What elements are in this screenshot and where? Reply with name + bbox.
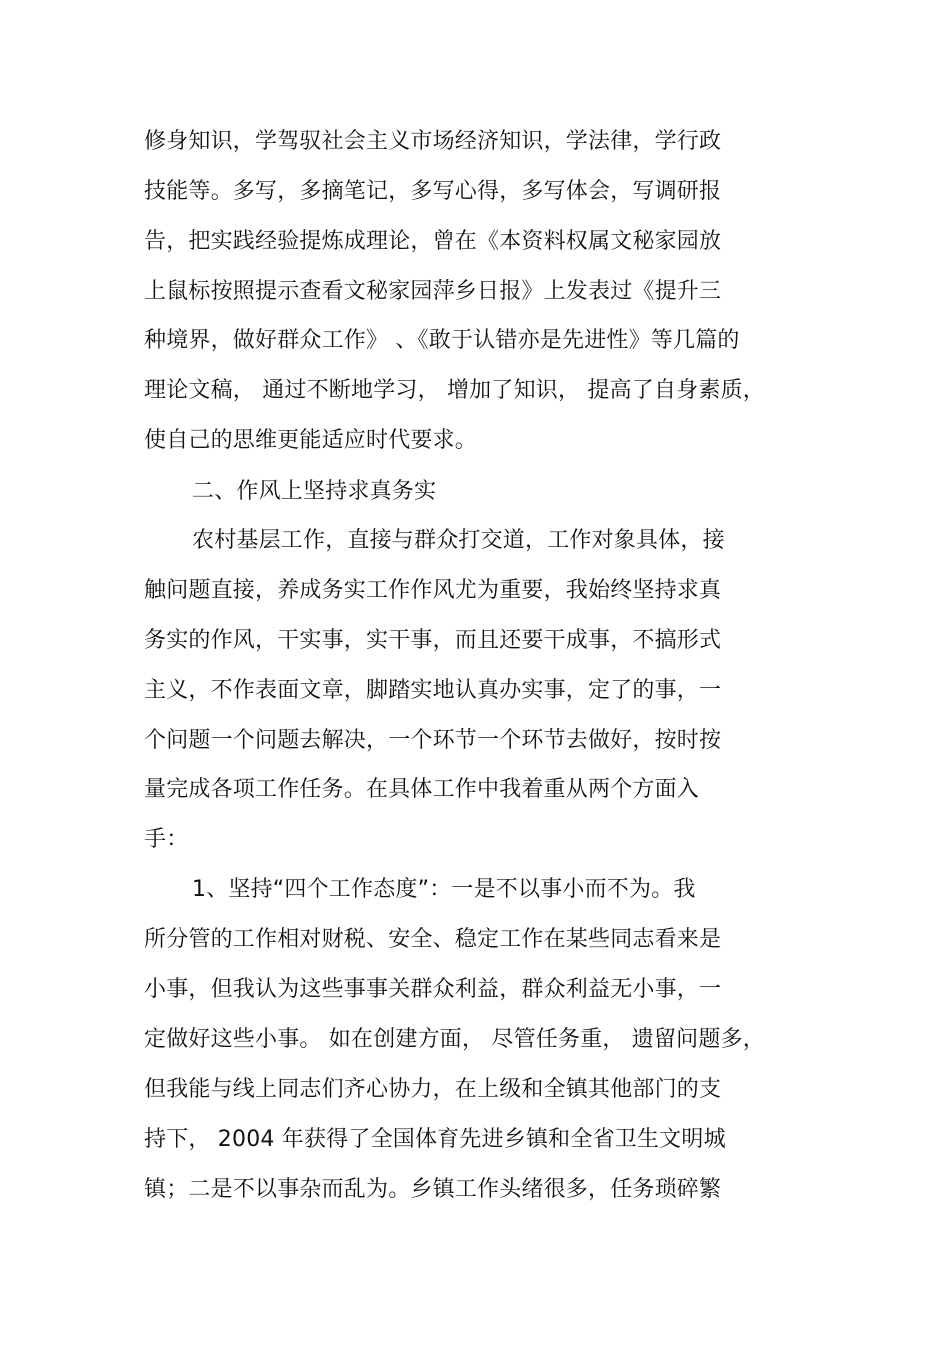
text-line: 上鼠标按照提示查看文秘家园萍乡日报》上发表过《提升三 bbox=[144, 279, 722, 304]
text-line: 告，把实践经验提炼成理论，曾在《本资料权属文秘家园放 bbox=[144, 229, 722, 254]
text-line: 使自己的思维更能适应时代要求。 bbox=[144, 428, 478, 453]
text-line: 个问题一个问题去解决，一个环节一个环节去做好，按时按 bbox=[144, 728, 722, 753]
numbered-item: 1、坚持“四个工作态度”：一是不以事小而不为。我 bbox=[192, 877, 696, 902]
text-line: 镇；二是不以事杂而乱为。乡镇工作头绪很多，任务琐碎繁 bbox=[144, 1177, 722, 1202]
text-line: 定做好这些小事。 如在创建方面， 尽管任务重， 遗留问题多， bbox=[144, 1027, 765, 1052]
text-line: 农村基层工作，直接与群众打交道，工作对象具体，接 bbox=[192, 528, 725, 553]
text-line: 务实的作风，干实事，实干事，而且还要干成事，不搞形式 bbox=[144, 628, 722, 653]
text-line: 种境界，做好群众工作》 、《敢于认错亦是先进性》等几篇的 bbox=[144, 328, 740, 353]
text-line: 理论文稿， 通过不断地学习， 增加了知识， 提高了自身素质， bbox=[144, 378, 765, 403]
text-line: 技能等。多写，多摘笔记，多写心得，多写体会，写调研报 bbox=[144, 179, 722, 204]
text-line: 持下， 2004 年获得了全国体育先进乡镇和全省卫生文明城 bbox=[144, 1127, 726, 1152]
text-line: 修身知识，学驾驭社会主义市场经济知识，学法律，学行政 bbox=[144, 129, 722, 154]
text-line: 触问题直接，养成务实工作作风尤为重要，我始终坚持求真 bbox=[144, 578, 722, 603]
text-line: 手： bbox=[144, 827, 189, 852]
section-heading: 二、作风上坚持求真务实 bbox=[192, 479, 437, 504]
text-line: 所分管的工作相对财税、安全、稳定工作在某些同志看来是 bbox=[144, 927, 722, 952]
text-line: 量完成各项工作任务。在具体工作中我着重从两个方面入 bbox=[144, 777, 700, 802]
text-line: 主义，不作表面文章，脚踏实地认真办实事，定了的事，一 bbox=[144, 678, 722, 703]
text-line: 但我能与线上同志们齐心协力，在上级和全镇其他部门的支 bbox=[144, 1077, 722, 1102]
text-line: 小事，但我认为这些事事关群众利益，群众利益无小事，一 bbox=[144, 977, 722, 1002]
